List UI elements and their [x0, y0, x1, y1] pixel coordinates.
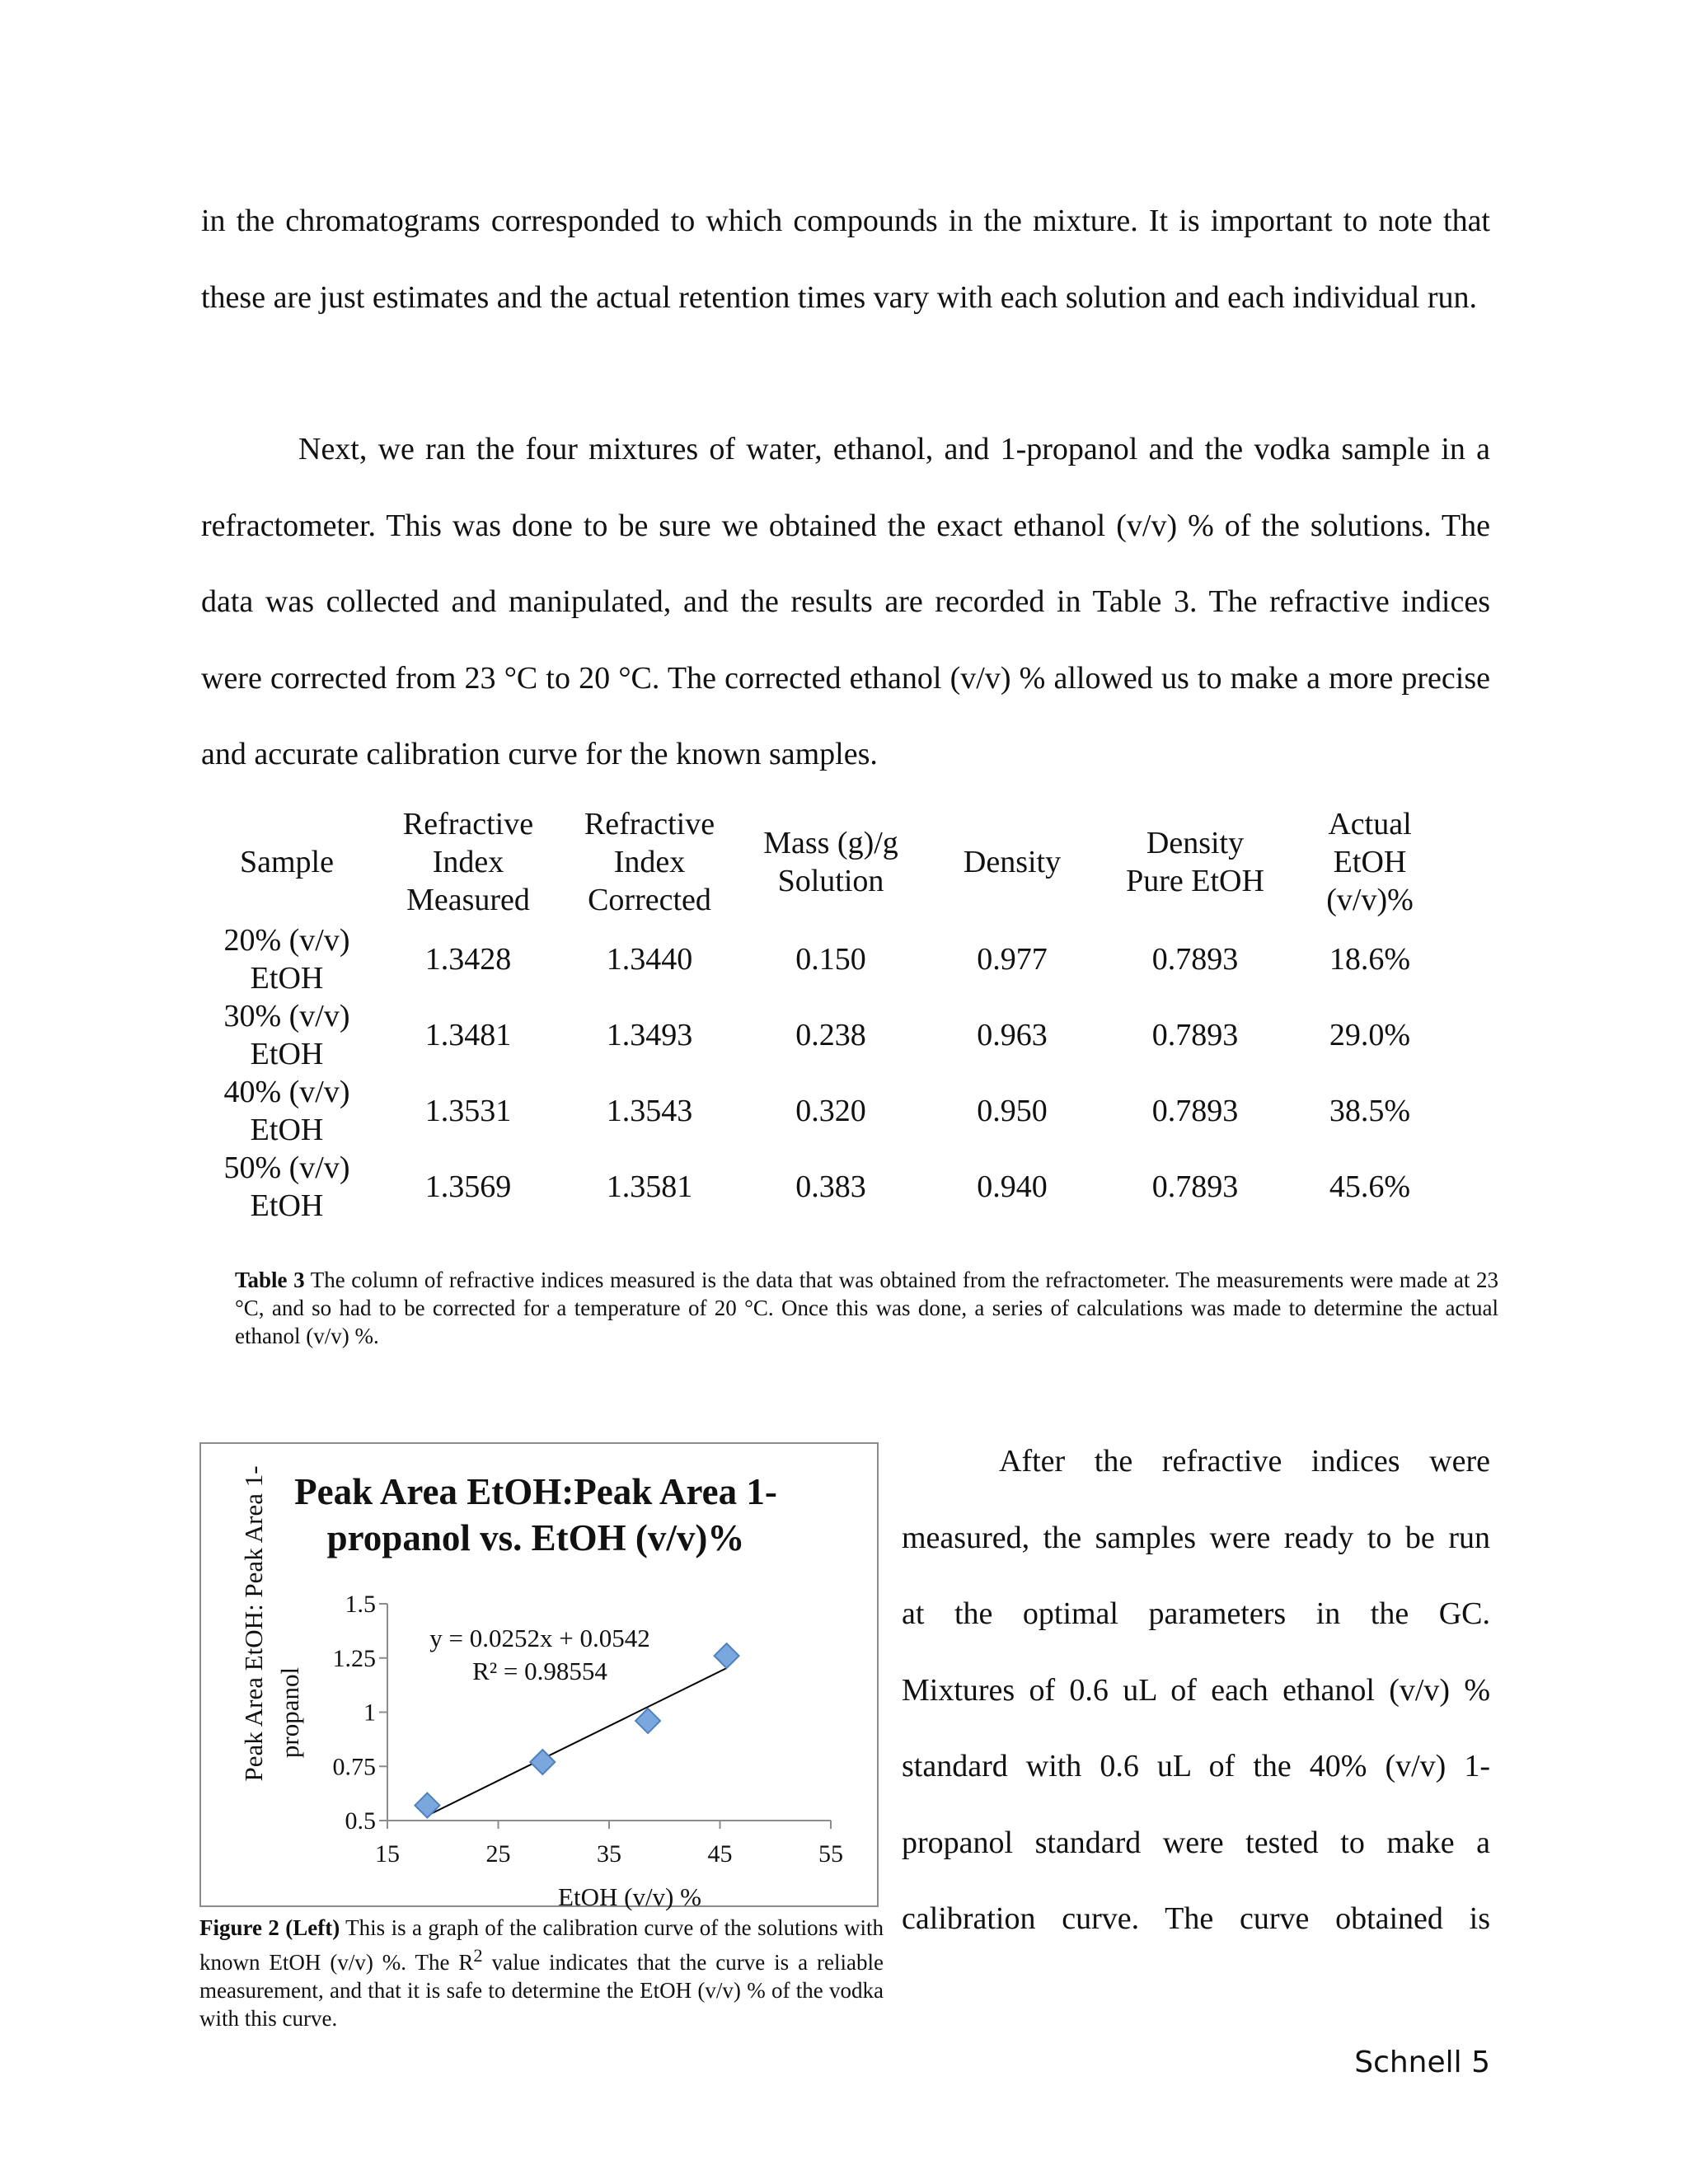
table-cell: 1.3428	[424, 942, 512, 977]
table-cell: 38.5%	[1329, 1094, 1411, 1128]
right-column-line: measured, the samples were ready to be run	[902, 1520, 1490, 1555]
right-column-line: After the refractive indices were	[999, 1444, 1490, 1479]
y-axis-label-line2: propanol	[275, 1666, 304, 1759]
x-tick-label: 45	[707, 1840, 733, 1868]
data-point	[635, 1708, 660, 1733]
y-tick-label: 1	[363, 1699, 376, 1727]
x-tick-label: 35	[597, 1840, 621, 1868]
table-cell: 0.383	[795, 1169, 866, 1204]
table-cell: 29.0%	[1329, 1018, 1411, 1052]
table-cell: 40% (v/v) EtOH	[223, 1075, 350, 1147]
y-axis-label: Peak Area EtOH: Peak Area 1-	[239, 1465, 268, 1782]
data-point	[415, 1793, 439, 1818]
right-column-line: standard with 0.6 uL of the 40% (v/v) 1-	[902, 1749, 1490, 1783]
table-cell: 1.3531	[424, 1094, 512, 1128]
table-cell: 0.7893	[1151, 942, 1239, 977]
header-actual-etoh: Actual EtOH (v/v)%	[1326, 807, 1414, 917]
header-density: Density	[963, 845, 1062, 879]
table-cell: 18.6%	[1329, 942, 1411, 977]
table-cell: 0.150	[795, 942, 866, 977]
table-cell: 1.3543	[606, 1094, 693, 1128]
right-column-line: calibration curve. The curve obtained is	[902, 1901, 1490, 1936]
trendline	[427, 1668, 726, 1816]
table-cell: 0.238	[795, 1018, 866, 1052]
table-cell: 50% (v/v) EtOH	[223, 1151, 350, 1223]
y-tick-label: 1.5	[345, 1591, 376, 1618]
table-cell: 1.3493	[606, 1018, 693, 1052]
table-cell: 0.7893	[1151, 1018, 1239, 1052]
data-point	[715, 1643, 739, 1668]
r-squared-label: R² = 0.98554	[472, 1657, 607, 1685]
table-cell: 45.6%	[1329, 1169, 1411, 1204]
right-column-line: at the optimal parameters in the GC.	[902, 1596, 1490, 1631]
page-footer: Schnell 5	[1354, 2046, 1490, 2079]
header-sample: Sample	[240, 845, 334, 879]
table-cell: 30% (v/v) EtOH	[223, 999, 350, 1071]
table-cell: 1.3581	[606, 1169, 693, 1204]
paragraph-2: Next, we ran the four mixtures of water, ethanol, and 1-propanol and the vodka sample in a refractometer. This was done to be sure we obtained the exact ethanol (v/v) % of the solutions. The data was collected and manipulated, and the results are recorded in Table 3. The refractive indices were corrected from 23 °C to 20 °C. The corrected ethanol (v/v) % allowed us to make a more precise and accurate calibration curve for the known samples.	[201, 432, 1490, 771]
table-cell: 20% (v/v) EtOH	[223, 923, 350, 996]
table-cell: 1.3440	[606, 942, 693, 977]
x-tick-label: 25	[485, 1840, 511, 1868]
x-tick-label: 15	[375, 1840, 400, 1868]
x-axis-label: EtOH (v/v) %	[558, 1882, 701, 1911]
figure-caption	[199, 1914, 884, 2032]
paragraph-1: in the chromatograms corresponded to which compounds in the mixture. It is important to note that these are just estimates and the actual retention times vary with each solution and each individual run.	[201, 204, 1490, 315]
header-mass: Mass (g)/g Solution	[763, 826, 898, 898]
chart-title: Peak Area EtOH:Peak Area 1- propanol vs. EtOH (v/v)%	[294, 1471, 777, 1558]
figure-caption-label: Figure 2 (Left)	[199, 1915, 340, 1940]
right-column-text	[902, 1423, 1490, 1957]
table-cell: 0.977	[977, 942, 1048, 977]
data-point	[530, 1750, 555, 1774]
table-cell: 0.963	[977, 1018, 1048, 1052]
figure-caption-superscript: 2	[473, 1945, 483, 1966]
y-tick-label: 1.25	[332, 1644, 376, 1672]
y-tick-label: 0.75	[332, 1753, 376, 1781]
y-tick-label: 0.5	[345, 1807, 376, 1835]
table-cell: 1.3481	[424, 1018, 512, 1052]
table-cell: 0.7893	[1151, 1094, 1239, 1128]
table-caption-label: Table 3	[235, 1268, 305, 1292]
table-cell: 1.3569	[424, 1169, 512, 1204]
right-column-line: propanol standard were tested to make a	[902, 1825, 1490, 1860]
table-cell: 0.950	[977, 1094, 1048, 1128]
table-cell: 0.7893	[1151, 1169, 1239, 1204]
header-density-pure: Density Pure EtOH	[1126, 826, 1264, 898]
trendline-equation: y = 0.0252x + 0.0542	[429, 1624, 650, 1652]
table-cell: 0.940	[977, 1169, 1048, 1204]
figure-caption-text-1: This is a graph of the calibration curve of the solutions with known EtOH (v/v) %. The R	[199, 1915, 884, 1975]
right-column-line: Mixtures of 0.6 uL of each ethanol (v/v) %	[902, 1672, 1490, 1708]
table-caption-text: The column of refractive indices measured is the data that was obtained from the refractometer. The measurements were made at 23 °C, and so had to be corrected for a temperature of 20 °C. Once this was done, a series of calculations was made to determine the actual ethanol (v/v) %.	[235, 1268, 1498, 1348]
header-ri-measured: Refractive Index Measured	[402, 807, 534, 917]
header-ri-corrected: Refractive Index Corrected	[584, 807, 715, 917]
table-cell: 0.320	[795, 1094, 866, 1128]
figure-caption-text-2: value indicates that the curve is a reliable measurement, and that it is safe to determine the EtOH (v/v) % of the vodka with this curve.	[199, 1950, 884, 2031]
x-tick-label: 55	[818, 1840, 843, 1868]
